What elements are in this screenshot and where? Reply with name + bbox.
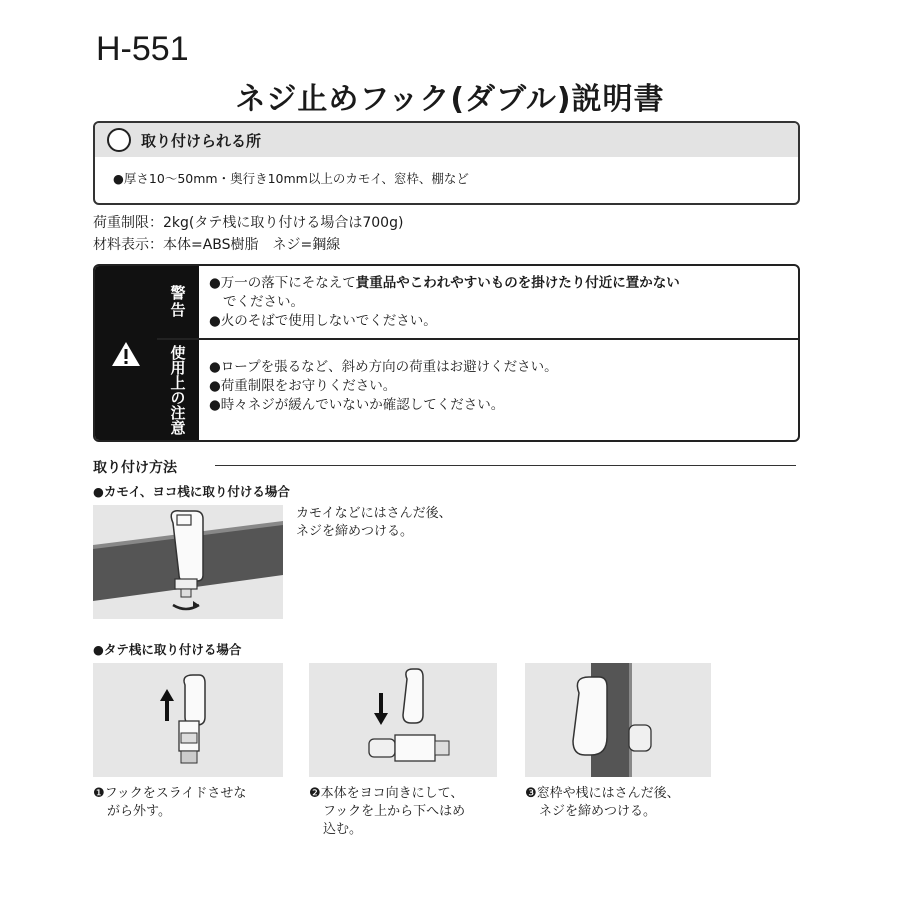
horizontal-illustration — [93, 505, 283, 619]
horizontal-caption1: カモイなどにはさんだ後、 — [296, 506, 452, 521]
warning-line1b: 貴重品やこわれやすいものを掛けたり付近に置かない — [355, 275, 680, 291]
step2-caption — [309, 785, 465, 839]
warning-sidebar — [95, 266, 157, 440]
step2-line-b: フックを上から下へはめ — [323, 804, 466, 819]
page-title: ネジ止めフック(ダブル)説明書 — [235, 82, 665, 117]
step2-illustration — [309, 663, 497, 777]
step3-line-b: ネジを締めつける。 — [539, 804, 657, 819]
step2-line-a: ❷本体をヨコ向きにして、 — [309, 786, 464, 801]
warning-line2: ●火のそばで使用しないでください。 — [209, 313, 437, 329]
horizontal-caption2: ネジを締めつける。 — [296, 524, 414, 539]
caution-line1: ●ロープを張るなど、斜め方向の荷重はお避けください。 — [209, 359, 558, 375]
vertical-heading: ●タテ桟に取り付ける場合 — [93, 642, 242, 657]
warning-divider — [157, 338, 798, 340]
step3-illustration — [525, 663, 711, 777]
warning-text — [209, 274, 680, 331]
caution-text — [209, 358, 558, 415]
warning-line1c: でください。 — [223, 294, 304, 310]
step3-line-a: ❸窓枠や桟にはさんだ後、 — [525, 786, 680, 801]
mount-places-text: ●厚さ10～50mm・奥行き10mm以上のカモイ、窓枠、棚など — [113, 171, 469, 186]
product-code: H-551 — [96, 30, 189, 68]
caution-line3: ●時々ネジが緩んでいないか確認してください。 — [209, 397, 505, 413]
mount-places-box — [93, 121, 800, 205]
horizontal-heading: ●カモイ、ヨコ桟に取り付ける場合 — [93, 484, 290, 499]
caution-line2: ●荷重制限をお守りください。 — [209, 378, 397, 394]
install-heading: 取り付け方法 — [93, 460, 177, 476]
warning-box — [93, 264, 800, 442]
caution-label: 使用上の注意 — [157, 340, 199, 440]
install-divider — [215, 465, 796, 466]
circle-icon — [107, 128, 131, 152]
warning-triangle-icon — [95, 266, 157, 440]
mount-places-header — [95, 123, 798, 157]
step1-caption — [93, 785, 246, 821]
step1-illustration — [93, 663, 283, 777]
arrow-up-icon — [160, 689, 174, 721]
load-limit: 荷重制限：2kg(タテ桟に取り付ける場合は700g) — [93, 215, 404, 231]
warning-label: 警告 — [157, 266, 199, 338]
materials: 材料表示：本体=ABS樹脂 ネジ=鋼線 — [93, 237, 341, 253]
horizontal-caption — [296, 505, 452, 541]
step1-line-a: ❶フックをスライドさせな — [93, 786, 247, 801]
warning-line1a: ●万一の落下にそなえて — [209, 275, 356, 291]
step3-caption — [525, 785, 680, 821]
step2-line-c: 込む。 — [323, 822, 363, 837]
mount-places-heading: 取り付けられる所 — [141, 131, 262, 150]
arrow-down-icon — [374, 693, 388, 725]
step1-line-b: がら外す。 — [107, 804, 171, 819]
